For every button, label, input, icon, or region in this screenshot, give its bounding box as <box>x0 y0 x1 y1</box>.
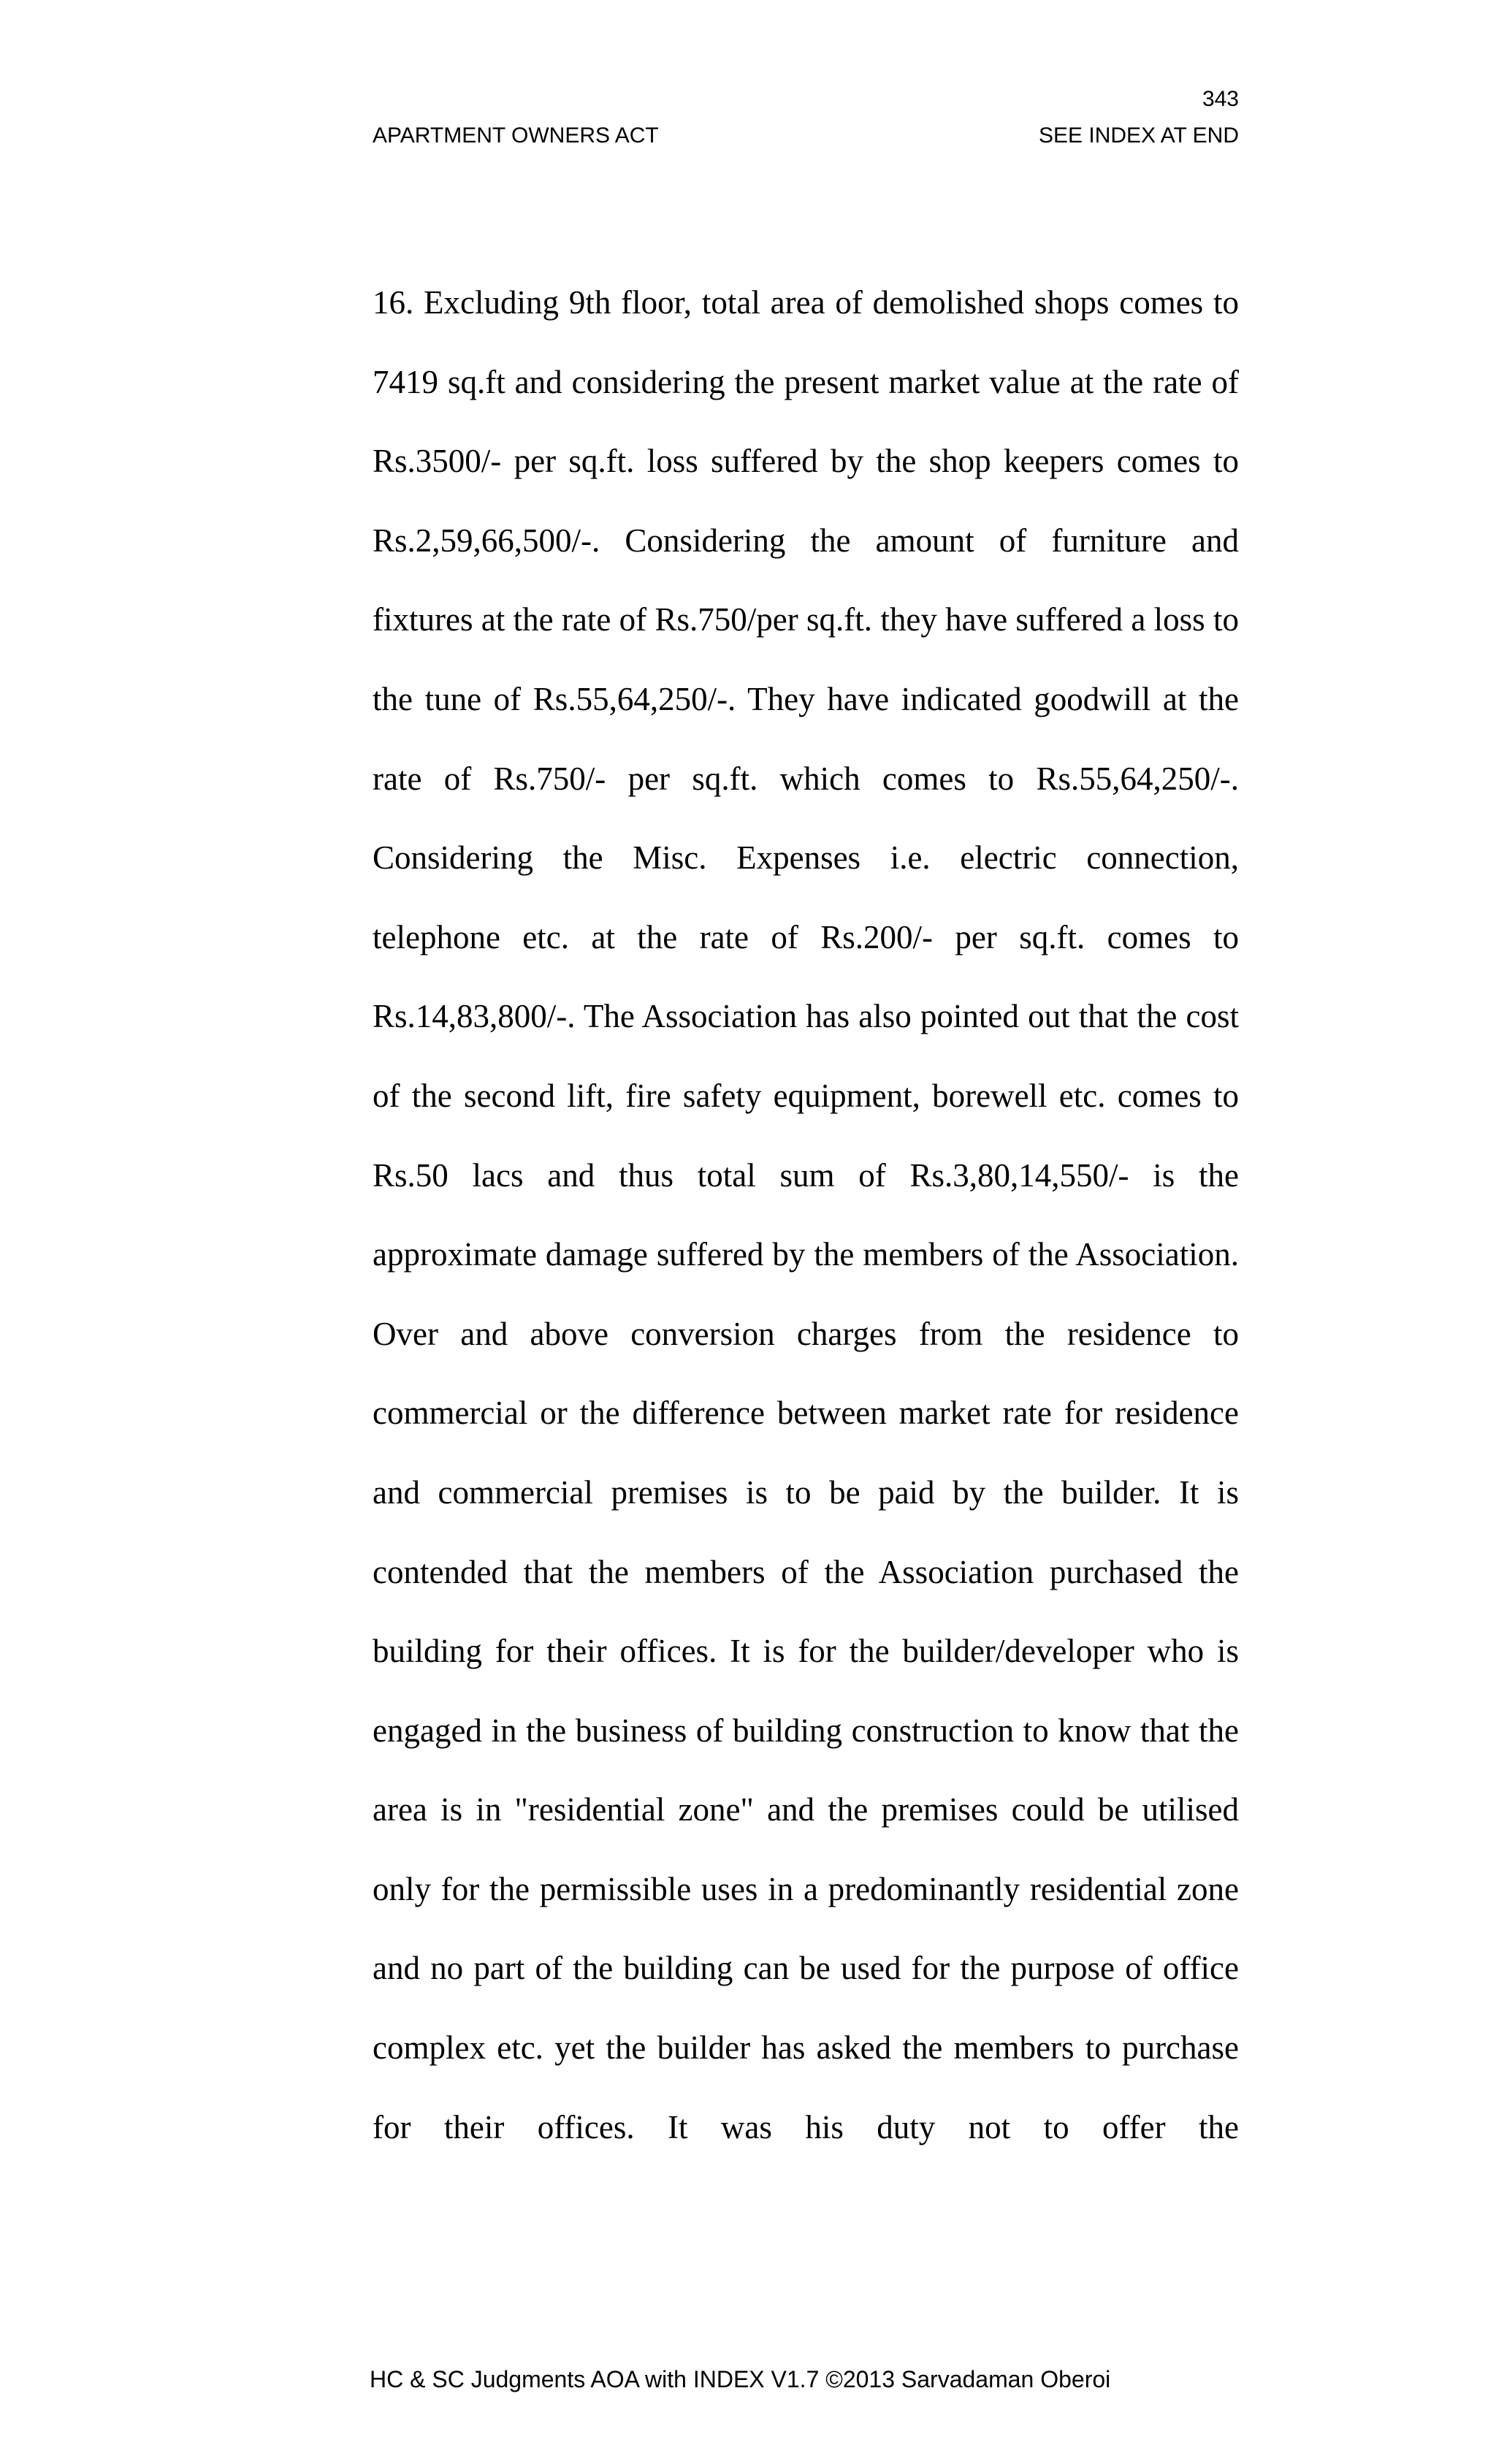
page-footer: HC & SC Judgments AOA with INDEX V1.7 ©2013 Sarvadaman Oberoi <box>370 2366 1111 2392</box>
running-header-index-note: SEE INDEX AT END <box>1039 123 1239 148</box>
running-header-title: APARTMENT OWNERS ACT <box>373 123 659 148</box>
page-number: 343 <box>1202 87 1239 111</box>
body-paragraph: 16. Excluding 9th floor, total area of demolished shops comes to 7419 sq.ft and considering the present market value at the rate of Rs.3500/- per sq.ft. loss suffered by the shop keepers comes to Rs.2,59,66,500/-. Considering the amount of furniture and fixtures at the rate of Rs.750/per sq.ft. they have suffered a loss to the tune of Rs.55,64,250/-. They have indicated goodwill at the rate of Rs.750/- per sq.ft. which comes to Rs.55,64,250/-. Considering the Misc. Expenses i.e. electric connection, telephone etc. at the rate of Rs.200/- per sq.ft. comes to Rs.14,83,800/-. The Association has also pointed out that the cost of the second lift, fire safety equipment, borewell etc. comes to Rs.50 lacs and thus total sum of Rs.3,80,14,550/- is the approximate damage suffered by the members of the Association. Over and above conversion charges from the residence to commercial or the difference between market rate for residence and commercial premises is to be paid by the builder. It is contended that the members of the Association purchased the building for their offices. It is for the builder/developer who is engaged in the business of building construction to know that the area is in "residential zone" and the premises could be utilised only for the permissible uses in a predominantly residential zone and no part of the building can be used for the purpose of office complex etc. yet the builder has asked the members to purchase for their offices. It was his duty not to offer the <box>373 284 1239 2145</box>
